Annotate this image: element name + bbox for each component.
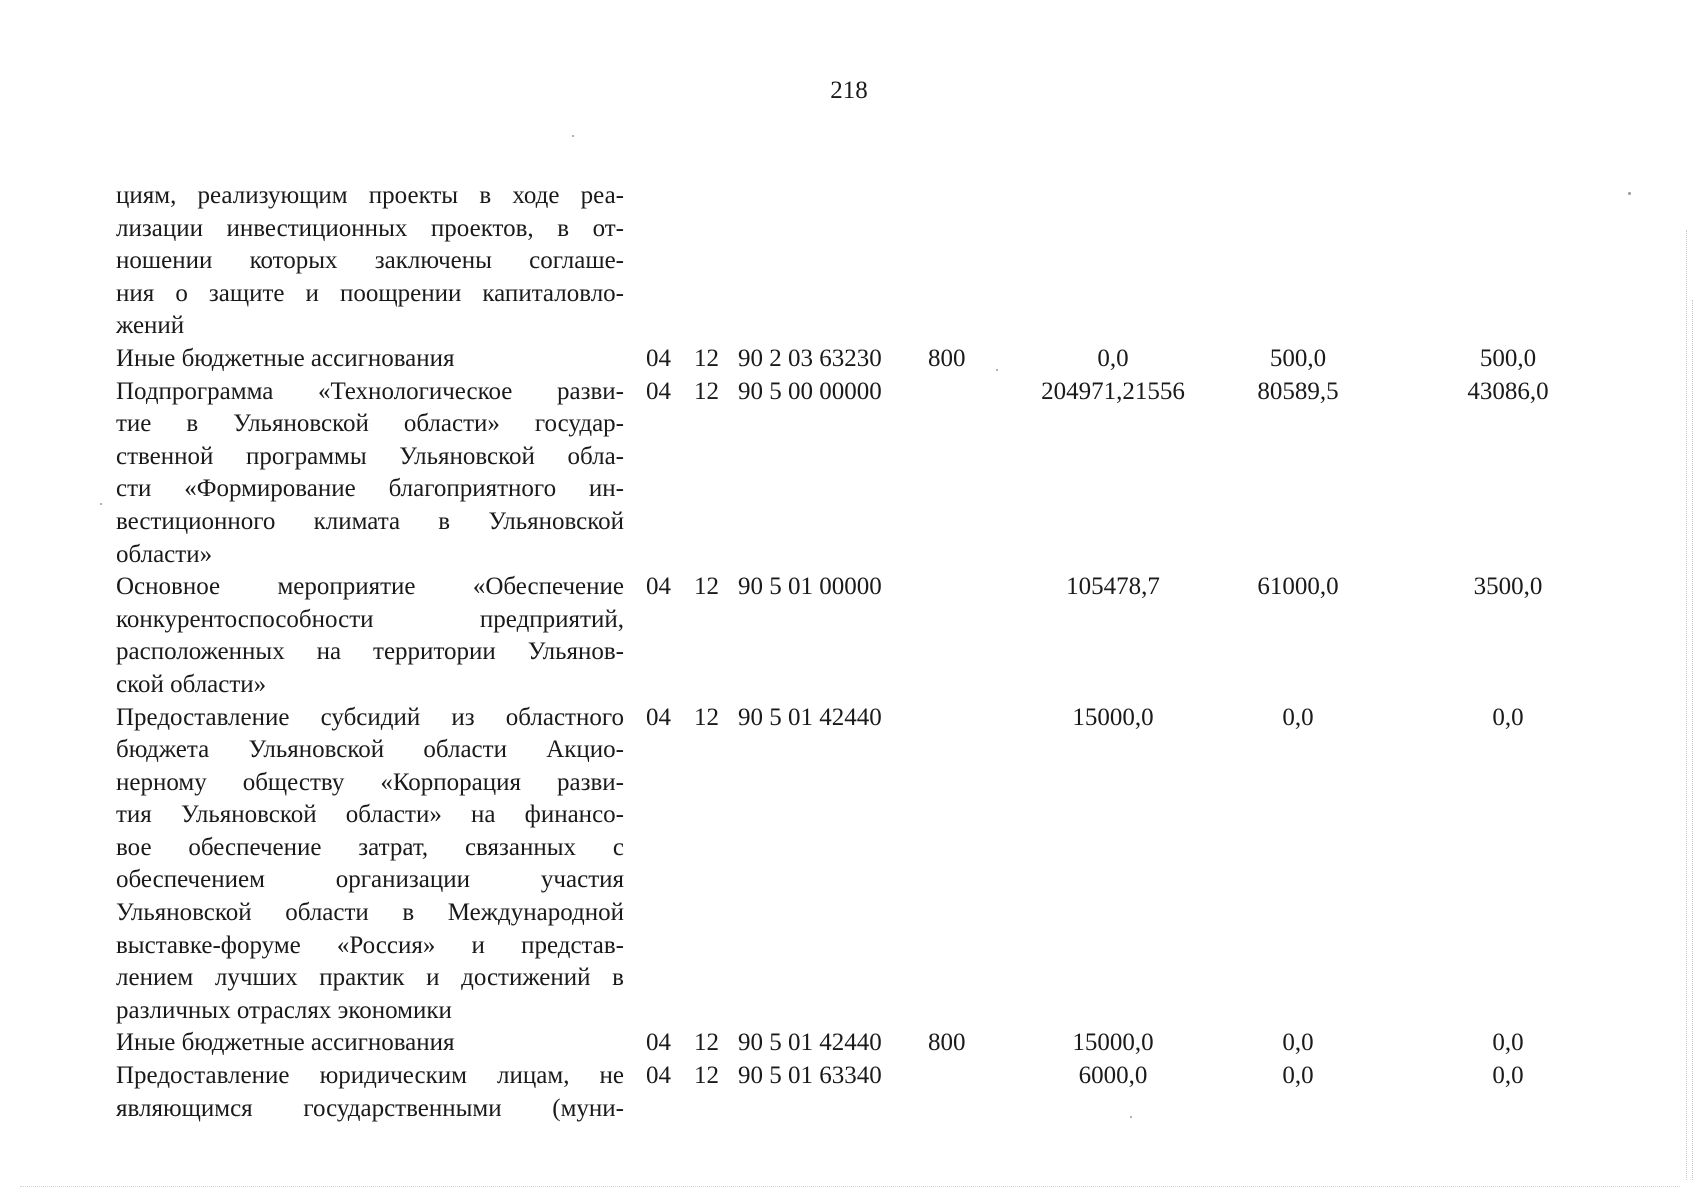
subsection-code: 12 bbox=[694, 1062, 719, 1090]
description-line: вестиционного климата в Ульяновской bbox=[116, 507, 624, 535]
description-line: жений bbox=[116, 312, 185, 340]
description-line: Подпрограмма «Технологическое разви- bbox=[116, 377, 624, 405]
table-row bbox=[116, 343, 1576, 376]
description-line: выставке-форуме «Россия» и представ- bbox=[116, 931, 624, 959]
amount-year-2: 61000,0 bbox=[1257, 573, 1339, 601]
amount-year-1: 6000,0 bbox=[1078, 1062, 1148, 1090]
amount-year-3: 0,0 bbox=[1492, 703, 1524, 731]
description-line: циям, реализующим проекты в ходе реа- bbox=[116, 182, 624, 209]
description-line: Основное мероприятие «Обеспечение bbox=[116, 573, 624, 601]
description-line: являющимся государственными (муни- bbox=[116, 1094, 624, 1122]
description-line: нерному обществу «Корпорация разви- bbox=[116, 768, 624, 796]
description-line: Иные бюджетные ассигнования bbox=[116, 1029, 455, 1057]
scan-speck bbox=[1130, 1116, 1132, 1118]
amount-year-2: 500,0 bbox=[1269, 344, 1327, 372]
subsection-code: 12 bbox=[694, 344, 719, 372]
target-article-code: 90 2 03 63230 bbox=[738, 344, 882, 372]
target-article-code: 90 5 01 63340 bbox=[738, 1062, 882, 1090]
description-line: тие в Ульяновской области» государ- bbox=[116, 410, 624, 438]
description-line: различных отраслях экономики bbox=[116, 996, 452, 1024]
amount-year-1: 15000,0 bbox=[1072, 1029, 1154, 1057]
amount-year-3: 3500,0 bbox=[1473, 573, 1543, 601]
row-description bbox=[116, 1060, 624, 1125]
expense-type-code: 800 bbox=[928, 1029, 966, 1057]
description-line: конкурентоспособности предприятий, bbox=[116, 605, 624, 633]
description-line: Предоставление юридическим лицам, не bbox=[116, 1062, 624, 1090]
row-description bbox=[116, 702, 624, 1028]
row-description bbox=[116, 376, 624, 572]
target-article-code: 90 5 01 42440 bbox=[738, 703, 882, 731]
table-row bbox=[116, 571, 1576, 701]
amount-year-3: 43086,0 bbox=[1467, 377, 1549, 405]
scan-edge bbox=[1692, 300, 1693, 1180]
description-line: Предоставление субсидий из областного bbox=[116, 703, 624, 731]
scan-speck bbox=[996, 369, 998, 371]
subsection-code: 12 bbox=[694, 1029, 719, 1057]
description-line: лением лучших практик и достижений в bbox=[116, 964, 624, 992]
target-article-code: 90 5 01 00000 bbox=[738, 573, 882, 601]
description-line: сти «Формирование благоприятного ин- bbox=[116, 475, 624, 503]
row-description bbox=[116, 571, 624, 701]
section-code: 04 bbox=[646, 377, 671, 405]
description-line: Ульяновской области в Международной bbox=[116, 899, 624, 927]
description-line: лизации инвестиционных проектов, в от- bbox=[116, 214, 624, 242]
amount-year-1: 105478,7 bbox=[1066, 573, 1160, 601]
description-line: вое обеспечение затрат, связанных с bbox=[116, 833, 624, 861]
table-row bbox=[116, 1027, 1576, 1060]
table-row bbox=[116, 376, 1576, 572]
scan-edge bbox=[20, 1186, 1680, 1187]
subsection-code: 12 bbox=[694, 703, 719, 731]
expense-type-code: 800 bbox=[928, 344, 966, 372]
amount-year-3: 0,0 bbox=[1492, 1062, 1524, 1090]
description-line: ственной программы Ульяновской обла- bbox=[116, 442, 624, 470]
amount-year-2: 0,0 bbox=[1282, 1062, 1314, 1090]
scan-speck bbox=[1628, 192, 1631, 195]
description-line: ния о защите и поощрении капиталовло- bbox=[116, 279, 624, 307]
subsection-code: 12 bbox=[694, 573, 719, 601]
target-article-code: 90 5 00 00000 bbox=[738, 377, 882, 405]
description-line: бюджета Ульяновской области Акцио- bbox=[116, 736, 624, 764]
subsection-code: 12 bbox=[694, 377, 719, 405]
page-number: 218 bbox=[830, 77, 868, 104]
target-article-code: 90 5 01 42440 bbox=[738, 1029, 882, 1057]
amount-year-1: 15000,0 bbox=[1072, 703, 1154, 731]
section-code: 04 bbox=[646, 703, 671, 731]
description-line: ской области» bbox=[116, 670, 267, 698]
amount-year-2: 0,0 bbox=[1282, 1029, 1314, 1057]
scan-speck bbox=[572, 135, 574, 137]
amount-year-2: 0,0 bbox=[1282, 703, 1314, 731]
section-code: 04 bbox=[646, 344, 671, 372]
scan-speck bbox=[100, 503, 102, 505]
section-code: 04 bbox=[646, 573, 671, 601]
description-line: расположенных на территории Ульянов- bbox=[116, 638, 624, 666]
description-line: области» bbox=[116, 540, 213, 568]
section-code: 04 bbox=[646, 1062, 671, 1090]
table-row bbox=[116, 180, 1576, 343]
description-line: обеспечением организации участия bbox=[116, 866, 624, 894]
amount-year-1: 204971,21556 bbox=[1041, 377, 1185, 405]
table-row bbox=[116, 1060, 1576, 1125]
amount-year-1: 0,0 bbox=[1097, 344, 1129, 372]
description-line: тия Ульяновской области» на финансо- bbox=[116, 801, 624, 829]
description-line: Иные бюджетные ассигнования bbox=[116, 344, 455, 372]
row-description bbox=[116, 180, 624, 343]
table-row bbox=[116, 702, 1576, 1028]
scan-edge bbox=[1686, 230, 1687, 1180]
amount-year-3: 500,0 bbox=[1479, 344, 1537, 372]
description-line: ношении которых заключены соглаше- bbox=[116, 247, 624, 275]
amount-year-3: 0,0 bbox=[1492, 1029, 1524, 1057]
budget-table bbox=[116, 180, 1576, 1125]
row-description bbox=[116, 343, 624, 376]
row-description bbox=[116, 1027, 624, 1060]
section-code: 04 bbox=[646, 1029, 671, 1057]
amount-year-2: 80589,5 bbox=[1257, 377, 1339, 405]
